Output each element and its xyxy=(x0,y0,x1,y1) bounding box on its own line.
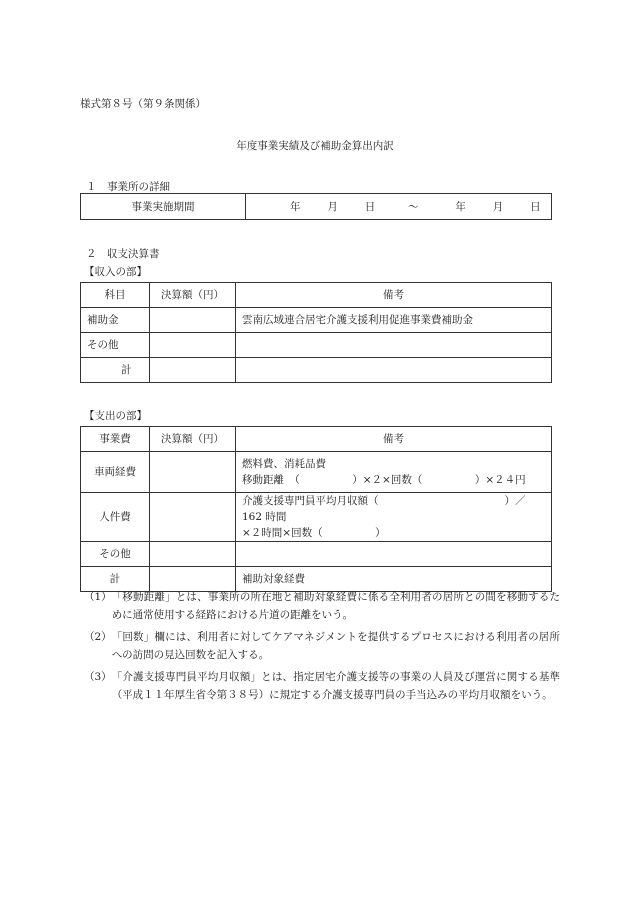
note-text: 「介護支援専門員平均月収額」とは、指定居宅介護支援等の事業の人員及び運営に関する基準（平成１１年厚生省令第３８号）に規定する介護支援専門員の手当込みの平均月収額をいう。 xyxy=(111,671,560,701)
period-label: 事業実施期間 xyxy=(81,194,246,220)
expense-item: その他 xyxy=(81,542,150,567)
expense-remarks-input[interactable] xyxy=(236,542,552,567)
expense-item: 車両経費 xyxy=(81,452,150,493)
section1-heading: １ 事業所の詳細 xyxy=(86,181,170,193)
note-number: （2） xyxy=(84,631,112,643)
note-number: （1） xyxy=(84,591,112,603)
expense-header-item: 事業費 xyxy=(81,427,150,452)
period-month-start: 月 xyxy=(327,200,338,213)
income-amount-input[interactable] xyxy=(150,308,236,333)
expense-header-row xyxy=(81,427,552,452)
period-day-start: 日 xyxy=(364,200,376,213)
income-item: 計 xyxy=(81,358,150,383)
note-number: （3） xyxy=(84,671,112,683)
expense-remarks xyxy=(236,452,552,493)
expense-item: 計 xyxy=(81,567,150,592)
income-item: その他 xyxy=(81,333,150,358)
note-item xyxy=(84,628,560,664)
income-header-remarks: 備考 xyxy=(236,283,552,308)
expense-header-remarks: 備考 xyxy=(236,427,552,452)
income-header-amount: 決算額（円） xyxy=(150,283,236,308)
notes-list xyxy=(84,588,560,708)
expense-row-personnel xyxy=(81,493,552,542)
income-item: 補助金 xyxy=(81,308,150,333)
income-row-subsidy xyxy=(81,308,552,333)
income-amount-input[interactable] xyxy=(150,333,236,358)
period-year-end: 年 xyxy=(455,200,466,213)
income-amount-input[interactable] xyxy=(150,358,236,383)
expense-remarks: 補助対象経費 xyxy=(236,567,552,592)
expense-subheading: 【支出の部】 xyxy=(84,410,147,422)
expense-remarks xyxy=(236,493,552,542)
period-table xyxy=(80,193,552,220)
expense-amount-input[interactable] xyxy=(150,542,236,567)
expense-item: 人件費 xyxy=(81,493,150,542)
note-text: 「移動距離」とは、事業所の所在地と補助対象経費に係る全利用者の居所との間を移動するために通常使用する経路における片道の距離をいう。 xyxy=(111,591,560,621)
income-header-row xyxy=(81,283,552,308)
note-item xyxy=(84,668,560,704)
expense-header-amount: 決算額（円） xyxy=(150,427,236,452)
period-month-end: 月 xyxy=(492,200,504,213)
period-field[interactable] xyxy=(246,194,552,220)
note-item xyxy=(84,588,560,624)
expense-remarks-line1: 燃料費、消耗品費 xyxy=(242,458,326,470)
period-year-start: 年 xyxy=(290,200,301,213)
period-day-end: 日 xyxy=(530,200,541,213)
income-header-item: 科目 xyxy=(81,283,150,308)
income-remarks-input[interactable] xyxy=(236,358,552,383)
expense-remarks-line2: ×２時間×回数（ ） xyxy=(242,527,386,539)
income-table xyxy=(80,282,552,383)
expense-table xyxy=(80,426,552,592)
section2-heading: ２ 収支決算書 xyxy=(86,248,160,260)
expense-remarks-line2: 移動距離 （ ）×２×回数（ ）×２４円 xyxy=(242,474,526,486)
expense-row-other xyxy=(81,542,552,567)
expense-row-vehicle xyxy=(81,452,552,493)
expense-amount-input[interactable] xyxy=(150,493,236,542)
expense-remarks-line1: 介護支援専門員平均月収額（ ）／162 時間 xyxy=(242,495,526,523)
income-row-total xyxy=(81,358,552,383)
income-remarks-input[interactable] xyxy=(236,333,552,358)
period-separator: ～ xyxy=(408,200,419,213)
income-remarks: 雲南広域連合居宅介護支援利用促進事業費補助金 xyxy=(236,308,552,333)
document-title: 年度事業実績及び補助金算出内訳 xyxy=(236,140,394,152)
income-row-other xyxy=(81,333,552,358)
income-subheading: 【収入の部】 xyxy=(84,266,147,278)
note-text: 「回数」欄には、利用者に対してケアマネジメントを提供するプロセスにおける利用者の居所への訪問の見込回数を記入する。 xyxy=(111,631,560,661)
form-number: 様式第８号（第９条関係） xyxy=(80,98,206,110)
expense-amount-input[interactable] xyxy=(150,452,236,493)
